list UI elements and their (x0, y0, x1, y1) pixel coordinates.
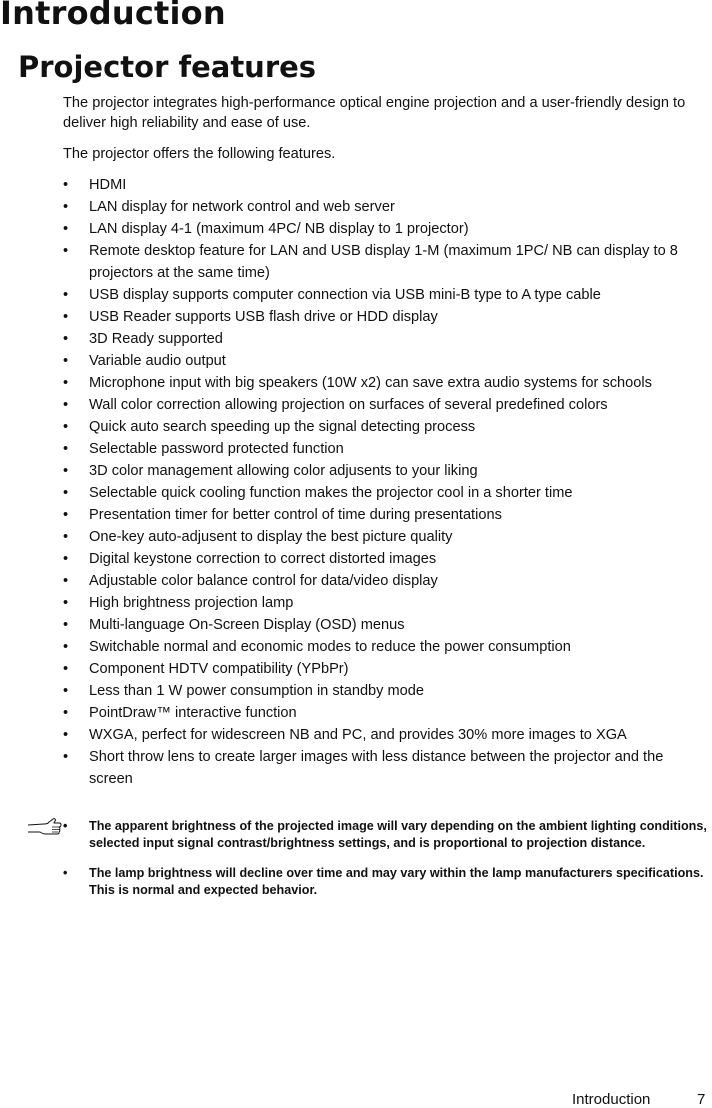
bullet-marker: • (63, 331, 69, 347)
feature-text: Variable audio output (89, 353, 226, 369)
bullet-marker: • (63, 287, 69, 303)
feature-list-item (63, 394, 712, 416)
feature-text: Component HDTV compatibility (YPbPr) (89, 661, 349, 677)
feature-list-item (63, 460, 712, 482)
bullet-marker: • (63, 397, 69, 413)
feature-list-item (63, 416, 712, 438)
feature-text: Quick auto search speeding up the signal detecting process (89, 419, 476, 435)
note-list-item (63, 865, 712, 899)
bullet-marker: • (63, 749, 69, 765)
feature-text: Multi-language On-Screen Display (OSD) menus (89, 617, 405, 633)
intro-paragraph: The projector integrates high-performance optical engine projection and a user-friendly design to deliver high reliability and ease of use. (63, 95, 686, 131)
bullet-marker: • (63, 617, 69, 633)
feature-list-item (63, 724, 712, 746)
feature-list-item (63, 328, 712, 350)
feature-text: LAN display for network control and web server (89, 199, 395, 215)
page-number: 7 (697, 1091, 706, 1108)
feature-text: WXGA, perfect for widescreen NB and PC, and provides 30% more images to XGA (89, 727, 627, 743)
feature-list-item (63, 614, 712, 636)
bullet-marker: • (63, 819, 68, 833)
bullet-marker: • (63, 221, 69, 237)
bullet-marker: • (63, 639, 69, 655)
feature-text: One-key auto-adjusent to display the best picture quality (89, 529, 453, 545)
bullet-marker: • (63, 309, 69, 325)
note-list (63, 818, 712, 912)
feature-text: High brightness projection lamp (89, 595, 294, 611)
feature-list-item (63, 636, 712, 658)
bullet-marker: • (63, 595, 69, 611)
feature-text: HDMI (89, 177, 127, 193)
feature-list-item (63, 372, 712, 394)
feature-text: 3D Ready supported (89, 331, 223, 347)
bullet-marker: • (63, 683, 69, 699)
feature-text: Adjustable color balance control for data/video display (89, 573, 438, 589)
bullet-marker: • (63, 705, 69, 721)
note-list-item (63, 818, 712, 852)
bullet-marker: • (63, 441, 69, 457)
bullet-marker: • (63, 529, 69, 545)
feature-list-item (63, 218, 712, 240)
feature-text: Microphone input with big speakers (10W x2) can save extra audio systems for schools (89, 375, 652, 391)
feature-list-item (63, 438, 712, 460)
feature-text: Remote desktop feature for LAN and USB display 1-M (maximum 1PC/ NB can display to 8 projectors at the same time) (89, 243, 678, 281)
features-lead: The projector offers the following features. (63, 146, 336, 162)
bullet-marker: • (63, 463, 69, 479)
feature-list-item (63, 504, 712, 526)
bullet-marker: • (63, 177, 69, 193)
bullet-marker: • (63, 243, 69, 259)
feature-text: Switchable normal and economic modes to reduce the power consumption (89, 639, 571, 655)
feature-list-item (63, 482, 712, 504)
bullet-marker: • (63, 727, 69, 743)
bullet-marker: • (63, 573, 69, 589)
feature-list-item (63, 240, 711, 284)
pointing-hand-note-icon (26, 816, 62, 838)
feature-text: Presentation timer for better control of time during presentations (89, 507, 502, 523)
feature-list-item (63, 526, 712, 548)
note-text: The apparent brightness of the projected image will vary depending on the ambient lighting conditions, selected input signal contrast/brightness settings, and is proportional to projection distance. (89, 819, 707, 850)
feature-list-item (63, 350, 712, 372)
feature-list-item (63, 570, 712, 592)
feature-text: LAN display 4-1 (maximum 4PC/ NB display to 1 projector) (89, 221, 469, 237)
feature-text: Selectable quick cooling function makes the projector cool in a shorter time (89, 485, 573, 501)
feature-text: USB Reader supports USB flash drive or HDD display (89, 309, 438, 325)
feature-list-item (63, 658, 712, 680)
feature-text: Selectable password protected function (89, 441, 344, 457)
feature-text: Digital keystone correction to correct distorted images (89, 551, 437, 567)
bullet-marker: • (63, 507, 69, 523)
feature-text: PointDraw™ interactive function (89, 705, 297, 721)
chapter-title: Introduction (0, 0, 226, 32)
feature-text: Short throw lens to create larger images with less distance between the projector and the screen (89, 749, 664, 787)
bullet-marker: • (63, 199, 69, 215)
footer-section-label: Introduction (572, 1091, 651, 1108)
bullet-marker: • (63, 353, 69, 369)
feature-list-item (63, 174, 712, 196)
feature-list (63, 174, 712, 790)
feature-list-item (63, 702, 712, 724)
feature-list-item (63, 196, 712, 218)
bullet-marker: • (63, 866, 68, 880)
feature-text: Less than 1 W power consumption in standby mode (89, 683, 425, 699)
bullet-marker: • (63, 661, 69, 677)
bullet-marker: • (63, 551, 69, 567)
feature-list-item (63, 306, 712, 328)
section-title: Projector features (18, 50, 317, 84)
feature-list-item (63, 746, 711, 790)
feature-text: USB display supports computer connection via USB mini-B type to A type cable (89, 287, 601, 303)
feature-list-item (63, 680, 712, 702)
feature-list-item (63, 284, 712, 306)
bullet-marker: • (63, 485, 69, 501)
feature-list-item (63, 548, 712, 570)
feature-text: 3D color management allowing color adjusents to your liking (89, 463, 478, 479)
bullet-marker: • (63, 419, 69, 435)
feature-list-item (63, 592, 712, 614)
feature-text: Wall color correction allowing projection on surfaces of several predefined colors (89, 397, 608, 413)
note-text: The lamp brightness will decline over time and may vary within the lamp manufacturers specifications. This is normal and expected behavior. (89, 866, 704, 897)
bullet-marker: • (63, 375, 69, 391)
